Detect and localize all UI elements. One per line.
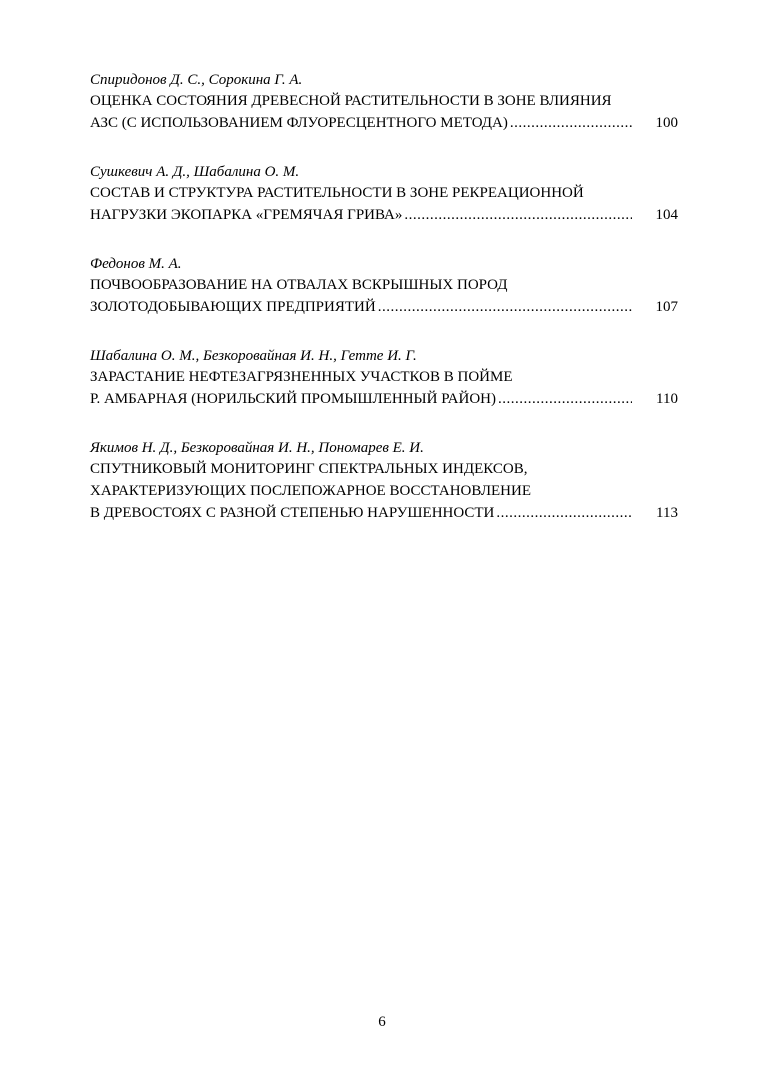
- table-of-contents: [90, 70, 678, 552]
- entry-page-number: 104: [655, 207, 678, 223]
- entry-title-last-line: [90, 502, 678, 524]
- entry-title-last-line: [90, 388, 678, 410]
- entry-title-text: ЗОЛОТОДОБЫВАЮЩИХ ПРЕДПРИЯТИЙ: [90, 299, 376, 315]
- entry-title-last-line: [90, 112, 678, 134]
- toc-entry: [90, 162, 678, 226]
- entry-title-last-line: [90, 296, 678, 318]
- entry-title-text: НАГРУЗКИ ЭКОПАРКА «ГРЕМЯЧАЯ ГРИВА»: [90, 207, 403, 223]
- entry-authors: Спиридонов Д. С., Сорокина Г. А.: [90, 72, 303, 88]
- toc-entry: [90, 346, 678, 410]
- dot-leader: [404, 204, 632, 226]
- entry-title-line: ХАРАКТЕРИЗУЮЩИХ ПОСЛЕПОЖАРНОЕ ВОССТАНОВЛЕНИЕ: [90, 483, 531, 499]
- dot-leader: [510, 112, 632, 134]
- entry-title-last-line: [90, 204, 678, 226]
- entry-title-line: СОСТАВ И СТРУКТУРА РАСТИТЕЛЬНОСТИ В ЗОНЕ РЕКРЕАЦИОННОЙ: [90, 185, 584, 201]
- page-number: 6: [378, 1014, 386, 1030]
- entry-authors: Сушкевич А. Д., Шабалина О. М.: [90, 164, 300, 180]
- entry-page-number: 113: [656, 505, 678, 521]
- toc-entry: [90, 70, 678, 134]
- entry-title-text: АЗС (С ИСПОЛЬЗОВАНИЕМ ФЛУОРЕСЦЕНТНОГО МЕТОДА): [90, 115, 508, 131]
- entry-authors: Федонов М. А.: [90, 256, 182, 272]
- entry-page-number: 100: [655, 115, 678, 131]
- toc-entry: [90, 438, 678, 524]
- entry-title-text: Р. АМБАРНАЯ (НОРИЛЬСКИЙ ПРОМЫШЛЕННЫЙ РАЙОН): [90, 391, 496, 407]
- dot-leader: [378, 296, 632, 318]
- entry-page-number: 107: [655, 299, 678, 315]
- entry-title-line: ЗАРАСТАНИЕ НЕФТЕЗАГРЯЗНЕННЫХ УЧАСТКОВ В ПОЙМЕ: [90, 369, 513, 385]
- entry-title-line: ОЦЕНКА СОСТОЯНИЯ ДРЕВЕСНОЙ РАСТИТЕЛЬНОСТИ В ЗОНЕ ВЛИЯНИЯ: [90, 93, 612, 109]
- toc-entry: [90, 254, 678, 318]
- entry-authors: Шабалина О. М., Безкоровайная И. Н., Гетте И. Г.: [90, 348, 417, 364]
- dot-leader: [496, 502, 632, 524]
- dot-leader: [498, 388, 632, 410]
- entry-title-line: СПУТНИКОВЫЙ МОНИТОРИНГ СПЕКТРАЛЬНЫХ ИНДЕКСОВ,: [90, 461, 528, 477]
- entry-page-number: 110: [656, 391, 678, 407]
- entry-authors: Якимов Н. Д., Безкоровайная И. Н., Пономарев Е. И.: [90, 440, 424, 456]
- entry-title-line: ПОЧВООБРАЗОВАНИЕ НА ОТВАЛАХ ВСКРЫШНЫХ ПОРОД: [90, 277, 508, 293]
- entry-title-text: В ДРЕВОСТОЯХ С РАЗНОЙ СТЕПЕНЬЮ НАРУШЕННОСТИ: [90, 505, 495, 521]
